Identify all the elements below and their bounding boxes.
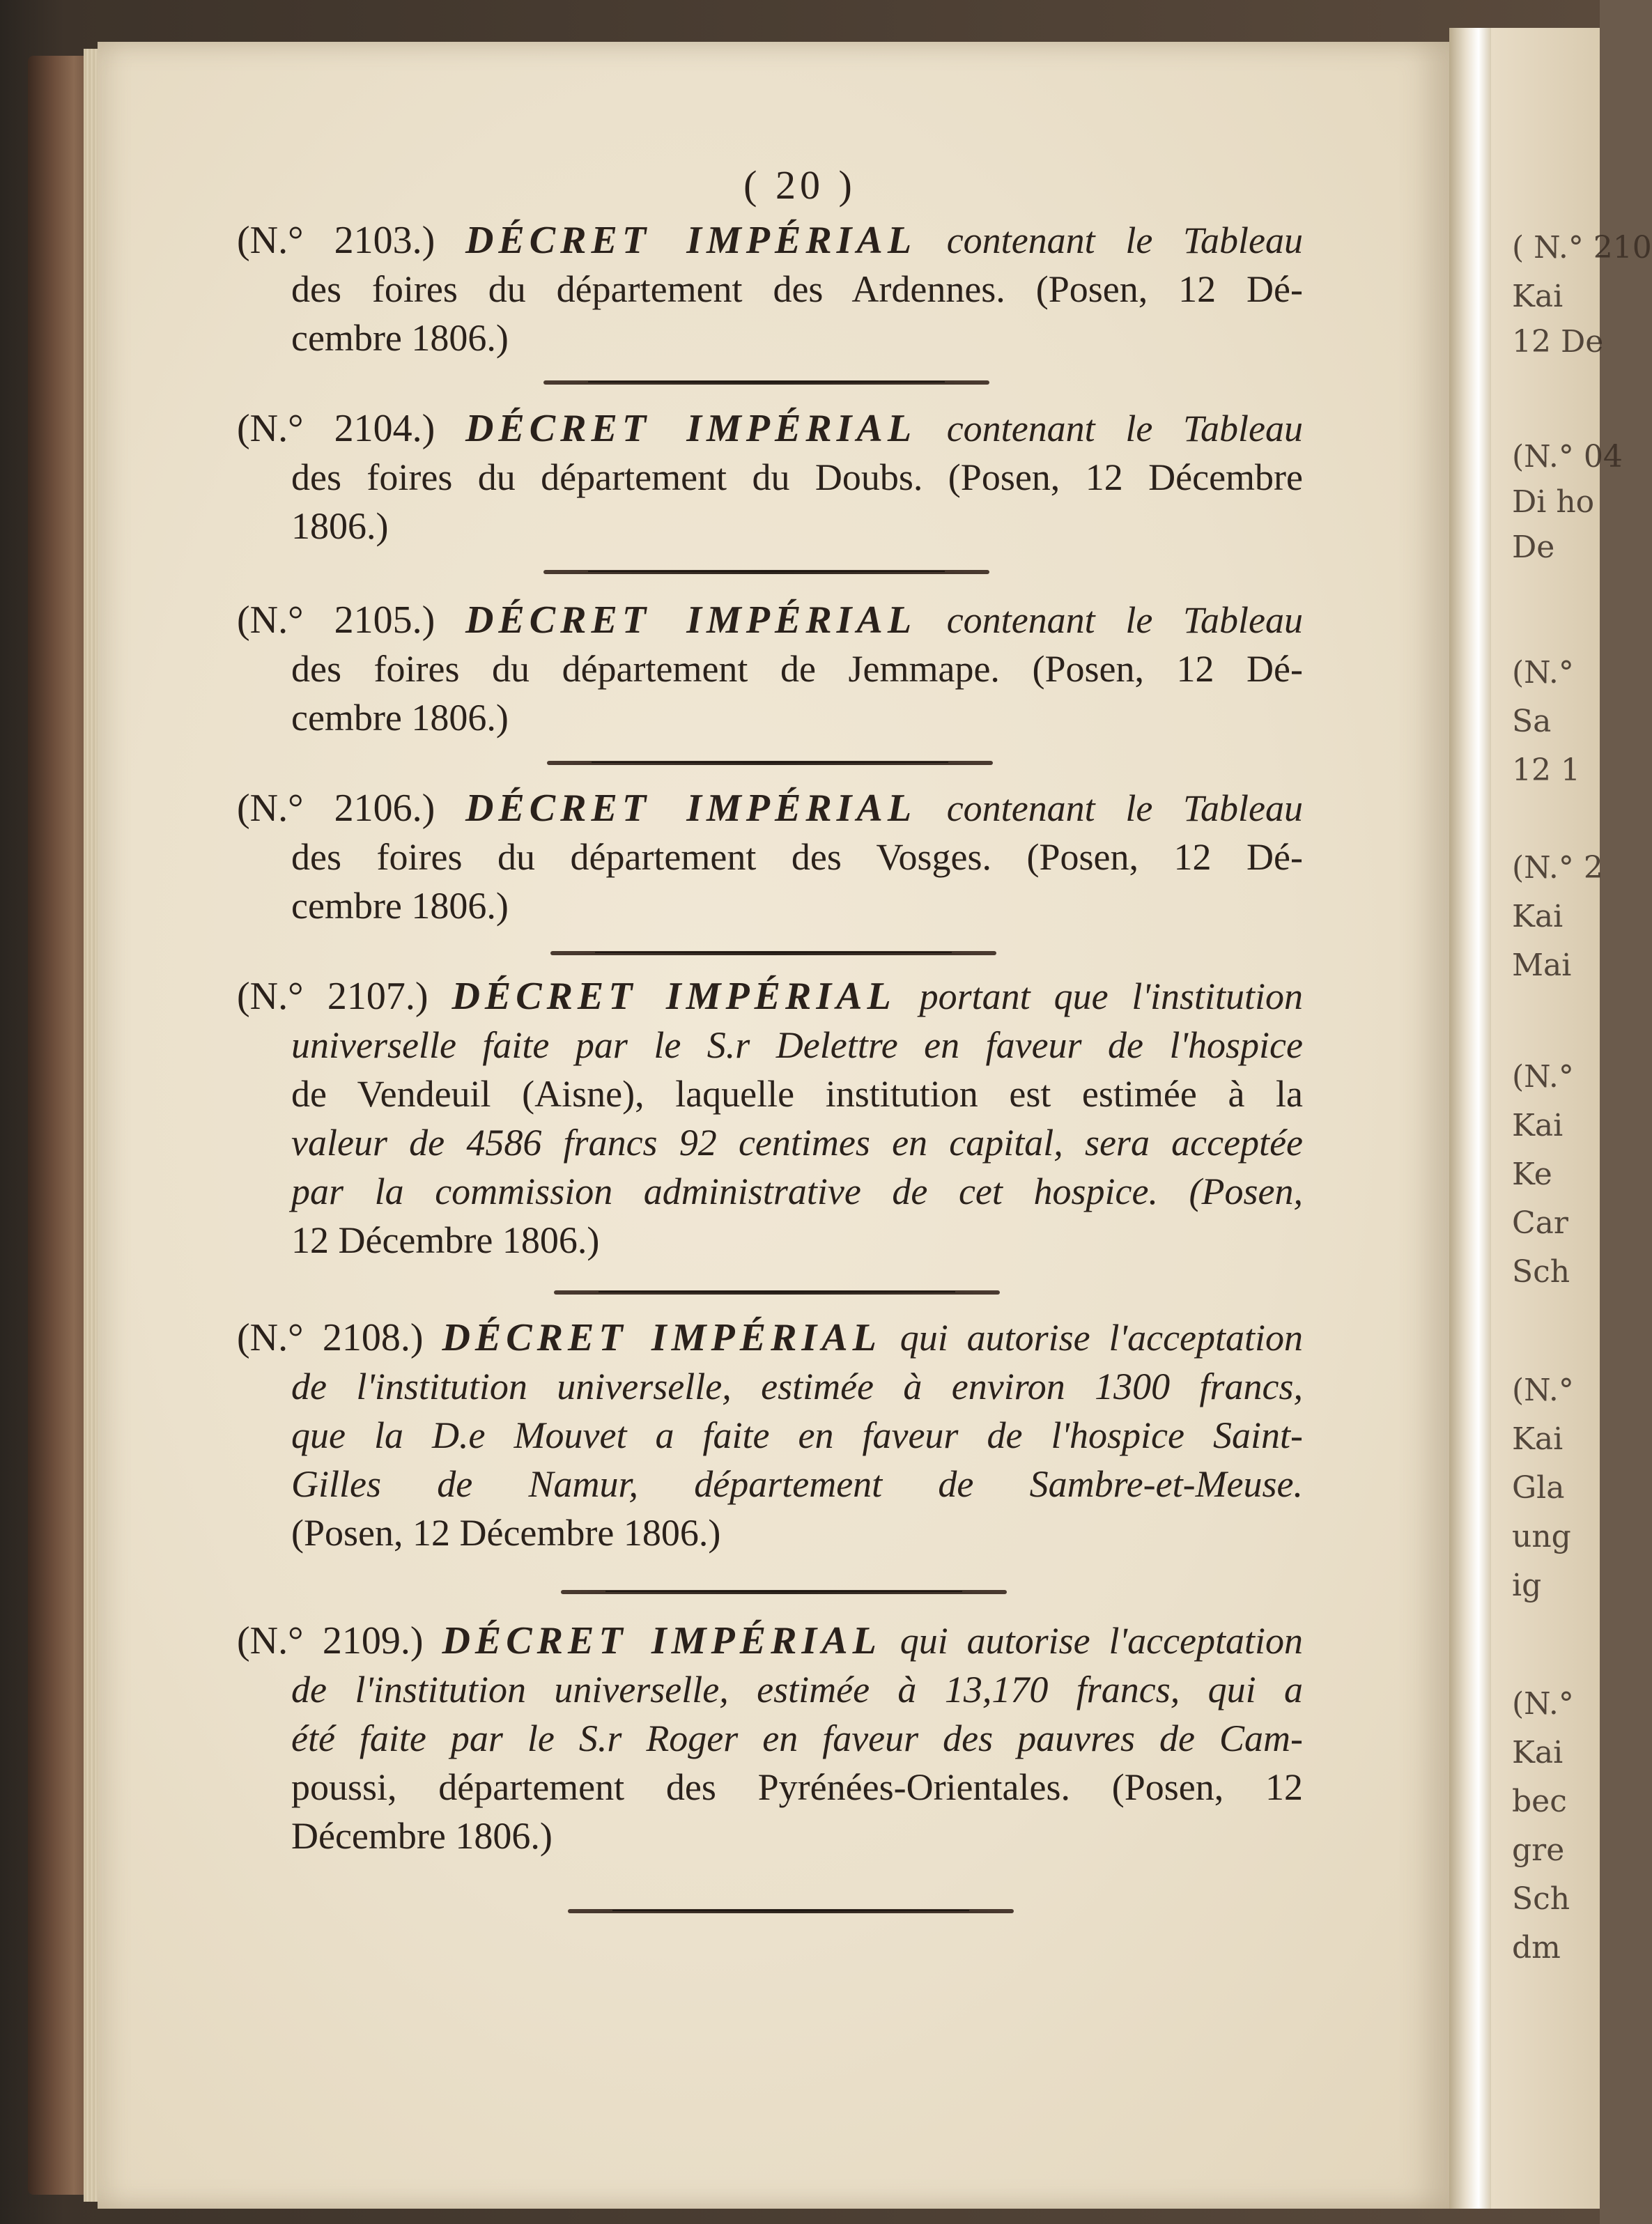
separator-rule [561,1590,1007,1594]
decree-entry-2106 [237,784,1303,930]
facing-page [1491,28,1652,2209]
facing-line: Sa [1512,704,1552,739]
facing-line: bec [1512,1784,1567,1819]
entry-text: universelle faite par le S.r Delettre en faveur de l'hospice [291,1024,1303,1066]
facing-line: gre [1512,1832,1565,1868]
facing-line: Kai [1512,1735,1564,1770]
entry-number: (N.° 2107.) [237,975,429,1018]
facing-line: Sch [1512,1254,1570,1290]
facing-line: 12 De [1512,324,1604,360]
decree-entry-2103 [237,216,1303,362]
entry-number: (N.° 2108.) [237,1316,424,1359]
decree-entry-2107 [237,972,1303,1265]
facing-line: Kai [1512,279,1564,314]
facing-line: ( N.° 210 [1512,230,1652,265]
entry-text: cembre 1806.) [291,317,509,359]
entry-text: qui autorise l'acceptation [900,1317,1304,1359]
facing-line: Sch [1512,1881,1570,1917]
separator-rule [554,1290,1000,1295]
entry-text: que la D.e Mouvet a faite en faveur de l'hospice Saint- [291,1414,1303,1456]
decree-entry-2108 [237,1313,1303,1557]
facing-line: Kai [1512,1108,1564,1143]
entry-text: de l'institution universelle, estimée à environ 1300 francs, [291,1366,1303,1407]
entry-number: (N.° 2106.) [237,787,435,830]
facing-line: dm [1512,1930,1561,1966]
page-number: ( 20 ) [743,162,856,208]
separator-rule [543,380,989,385]
separator-rule [568,1909,1014,1913]
facing-line: Kai [1512,1421,1564,1457]
entry-title: DÉCRET IMPÉRIAL [465,599,917,642]
entry-text: de l'institution universelle, estimée à 13,170 francs, qui a [291,1669,1303,1711]
facing-line: De [1512,530,1555,565]
entry-text: contenant le Tableau [946,219,1304,261]
facing-line: Gla [1512,1470,1565,1506]
entry-text: contenant le Tableau [946,408,1304,449]
facing-line: Ke [1512,1157,1552,1192]
entry-text: qui autorise l'acceptation [900,1620,1304,1662]
separator-rule [550,951,996,955]
entry-title: DÉCRET IMPÉRIAL [451,975,896,1018]
entry-text: par la commission administrative de cet hospice. (Posen, [291,1171,1303,1212]
entry-text: contenant le Tableau [946,787,1304,829]
entry-text: cembre 1806.) [291,697,509,739]
facing-line: 12 1 [1512,752,1580,788]
entry-text: des foires du département de Jemmape. (Posen, 12 Dé- [291,648,1303,690]
decree-entry-2105 [237,596,1303,742]
entry-text: contenant le Tableau [946,599,1304,641]
entry-title: DÉCRET IMPÉRIAL [442,1619,881,1662]
facing-line: Di ho [1512,484,1595,520]
entry-title: DÉCRET IMPÉRIAL [465,787,917,830]
entry-text: 12 Décembre 1806.) [291,1219,600,1261]
facing-line: (N.° [1512,1059,1574,1095]
facing-line: (N.° [1512,1373,1574,1408]
entry-text: été faite par le S.r Roger en faveur des pauvres de Cam- [291,1717,1303,1759]
entry-text: des foires du département des Vosges. (Posen, 12 Dé- [291,836,1303,878]
entry-text: (Posen, 12 Décembre 1806.) [291,1512,721,1554]
facing-line: (N.° [1512,1686,1574,1722]
entry-text: valeur de 4586 francs 92 centimes en capital, sera acceptée [291,1122,1303,1164]
facing-line: Kai [1512,899,1564,934]
separator-rule [547,761,993,765]
facing-line: (N.° [1512,655,1574,690]
decree-entry-2104 [237,404,1303,550]
entry-text: 1806.) [291,505,389,547]
entry-number: (N.° 2103.) [237,219,435,262]
entry-number: (N.° 2105.) [237,599,435,642]
entry-text: de Vendeuil (Aisne), laquelle institution est estimée à la [291,1073,1303,1115]
entry-text: Gilles de Namur, département de Sambre-et-Meuse. [291,1463,1303,1505]
entry-title: DÉCRET IMPÉRIAL [442,1316,881,1359]
entry-number: (N.° 2104.) [237,407,435,450]
separator-rule [543,570,989,574]
entry-title: DÉCRET IMPÉRIAL [465,407,917,450]
entry-text: Décembre 1806.) [291,1815,553,1857]
entry-text: des foires du département du Doubs. (Posen, 12 Décembre [291,456,1303,498]
facing-line: (N.° 2 [1512,850,1603,886]
entry-title: DÉCRET IMPÉRIAL [465,219,917,262]
facing-line: ig [1512,1568,1542,1603]
entry-text: poussi, département des Pyrénées-Orientales. (Posen, 12 [291,1766,1303,1808]
entry-number: (N.° 2109.) [237,1619,424,1662]
entry-text: des foires du département des Ardennes. (Posen, 12 Dé- [291,268,1303,310]
book-gutter [1449,28,1491,2209]
facing-line: ung [1512,1519,1571,1554]
entry-text: portant que l'institution [919,975,1304,1017]
facing-line: Mai [1512,948,1572,983]
entry-text: cembre 1806.) [291,885,509,927]
facing-line: Car [1512,1205,1568,1241]
facing-line: (N.° 04 [1512,439,1623,474]
decree-entry-2109 [237,1616,1303,1860]
